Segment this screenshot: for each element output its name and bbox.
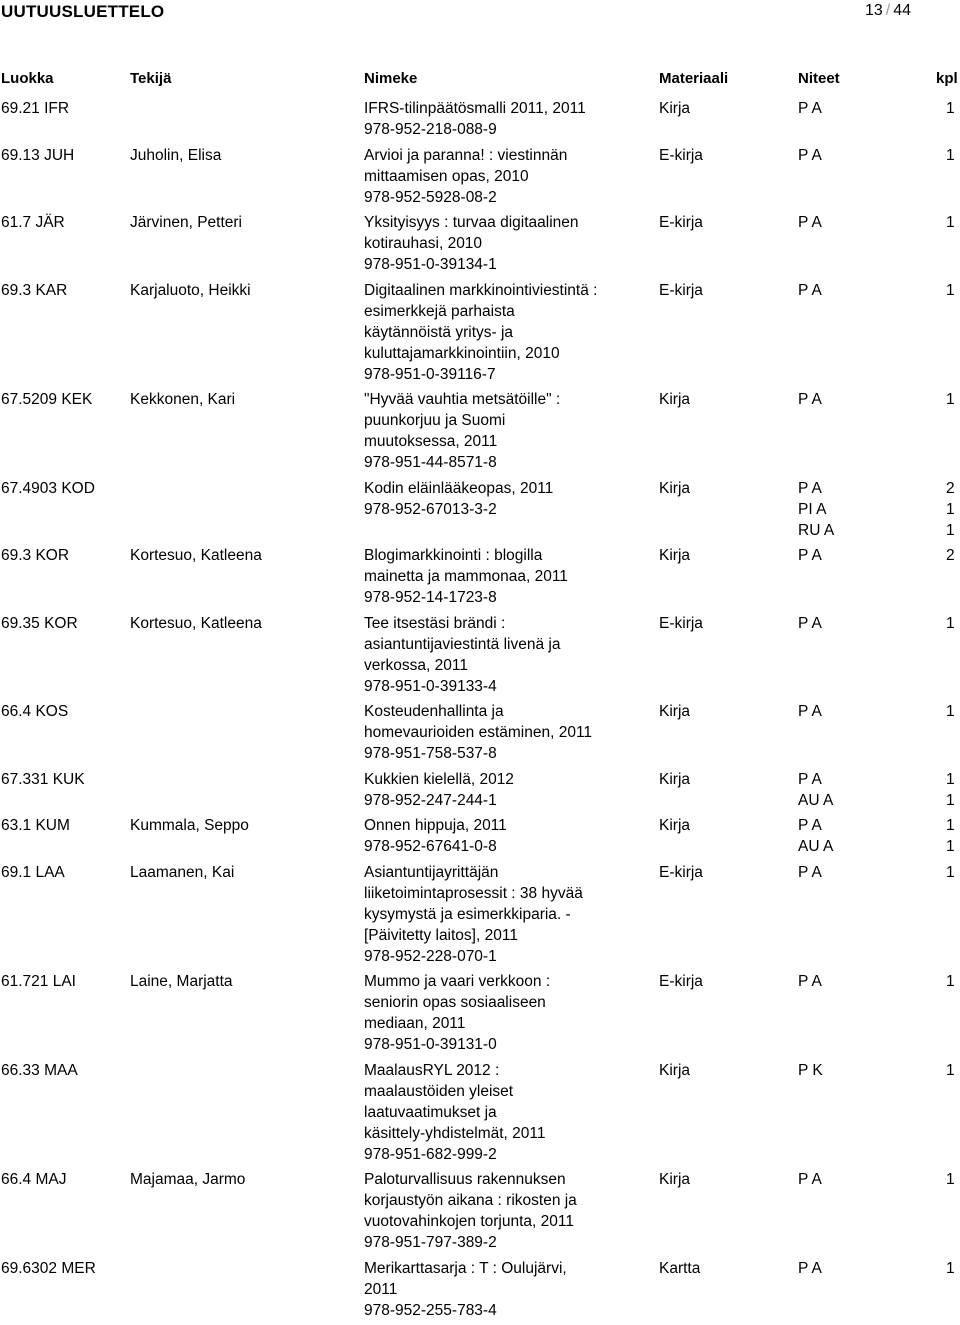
copies-count <box>946 280 955 301</box>
copies-count <box>946 769 955 811</box>
copies-count-line: 1 <box>946 769 955 790</box>
copies-count <box>946 212 955 233</box>
class-code: 66.4 KOS <box>1 701 68 722</box>
copies-location <box>798 280 822 301</box>
class-code: 69.6302 MER <box>1 1258 96 1279</box>
title-line: 978-952-255-783-4 <box>364 1300 567 1321</box>
title-line: Kosteudenhallinta ja <box>364 701 592 722</box>
material: E-kirja <box>659 280 703 301</box>
title <box>364 1060 546 1165</box>
total-pages: 44 <box>893 2 911 19</box>
copies-count <box>946 145 955 166</box>
title-line: 978-951-758-537-8 <box>364 743 592 764</box>
title-line: MaalausRYL 2012 : <box>364 1060 546 1081</box>
copies-location-line: P A <box>798 769 833 790</box>
author: Kummala, Seppo <box>130 815 249 836</box>
author: Kortesuo, Katleena <box>130 545 262 566</box>
title-line: muutoksessa, 2011 <box>364 431 560 452</box>
title <box>364 862 583 967</box>
class-code: 69.1 LAA <box>1 862 65 883</box>
catalog-row <box>0 478 960 546</box>
column-header-materiaali: Materiaali <box>659 70 728 87</box>
copies-location <box>798 389 822 410</box>
title-line: 978-952-14-1723-8 <box>364 587 568 608</box>
material: E-kirja <box>659 212 703 233</box>
title-line: Digitaalinen markkinointiviestintä : <box>364 280 597 301</box>
copies-location <box>798 478 834 541</box>
copies-location-line: AU A <box>798 836 833 857</box>
copies-location-line: AU A <box>798 790 833 811</box>
catalog-row <box>0 701 960 769</box>
copies-location-line: P A <box>798 971 822 992</box>
author: Laamanen, Kai <box>130 862 234 883</box>
author: Karjaluoto, Heikki <box>130 280 251 301</box>
title-line: käytännöistä yritys- ja <box>364 322 597 343</box>
title-line: asiantuntijaviestintä livenä ja <box>364 634 560 655</box>
copies-count-line: 1 <box>946 145 955 166</box>
copies-location <box>798 769 833 811</box>
title-line: vuotovahinkojen torjunta, 2011 <box>364 1211 577 1232</box>
copies-location-line: P A <box>798 98 822 119</box>
title-line: korjaustyön aikana : rikosten ja <box>364 1190 577 1211</box>
title <box>364 98 586 140</box>
title-line: [Päivitetty laitos], 2011 <box>364 925 583 946</box>
title-line: Merikarttasarja : T : Oulujärvi, <box>364 1258 567 1279</box>
material: Kirja <box>659 815 690 836</box>
copies-location <box>798 1169 822 1190</box>
copies-count-line: 1 <box>946 836 955 857</box>
title-line: homevaurioiden estäminen, 2011 <box>364 722 592 743</box>
material: Kirja <box>659 769 690 790</box>
class-code: 67.5209 KEK <box>1 389 92 410</box>
title-line: 978-952-247-244-1 <box>364 790 514 811</box>
title-line: esimerkkejä parhaista <box>364 301 597 322</box>
copies-location-line: P A <box>798 145 822 166</box>
copies-count-line: 2 <box>946 478 955 499</box>
title <box>364 1169 577 1253</box>
title-line: verkossa, 2011 <box>364 655 560 676</box>
copies-count <box>946 545 955 566</box>
title-line: Tee itsestäsi brändi : <box>364 613 560 634</box>
copies-count <box>946 613 955 634</box>
title-line: 978-951-0-39131-0 <box>364 1034 550 1055</box>
title-line: 978-951-682-999-2 <box>364 1144 546 1165</box>
catalog-row <box>0 280 960 390</box>
title <box>364 701 592 764</box>
catalog-row <box>0 769 960 816</box>
copies-count <box>946 862 955 883</box>
class-code: 67.4903 KOD <box>1 478 95 499</box>
title-line: mainetta ja mammonaa, 2011 <box>364 566 568 587</box>
copies-location <box>798 1060 823 1081</box>
catalog-row <box>0 389 960 478</box>
material: E-kirja <box>659 971 703 992</box>
copies-location-line: P A <box>798 701 822 722</box>
copies-count-line: 1 <box>946 1258 955 1279</box>
title-line: kotirauhasi, 2010 <box>364 233 579 254</box>
copies-count-line: 1 <box>946 98 955 119</box>
title-line: 2011 <box>364 1279 567 1300</box>
author: Kekkonen, Kari <box>130 389 235 410</box>
copies-location <box>798 1258 822 1279</box>
material: Kartta <box>659 1258 700 1279</box>
copies-count <box>946 478 955 541</box>
copies-location-line: P A <box>798 389 822 410</box>
title-line: laatuvaatimukset ja <box>364 1102 546 1123</box>
catalog-row <box>0 145 960 213</box>
title <box>364 212 579 275</box>
copies-location-line: P A <box>798 815 833 836</box>
catalog-row <box>0 815 960 862</box>
title <box>364 478 553 520</box>
class-code: 69.3 KAR <box>1 280 67 301</box>
copies-count-line: 1 <box>946 862 955 883</box>
column-header-kpl: kpl <box>936 70 958 87</box>
copies-location <box>798 701 822 722</box>
copies-count-line: 2 <box>946 545 955 566</box>
catalog-row <box>0 1258 960 1325</box>
material: Kirja <box>659 1060 690 1081</box>
material: Kirja <box>659 478 690 499</box>
title-line: Kodin eläinlääkeopas, 2011 <box>364 478 553 499</box>
title-line: Mummo ja vaari verkkoon : <box>364 971 550 992</box>
copies-count-line: 1 <box>946 499 955 520</box>
class-code: 69.21 IFR <box>1 98 69 119</box>
class-code: 61.721 LAI <box>1 971 76 992</box>
copies-location-line: P K <box>798 1060 823 1081</box>
copies-location-line: P A <box>798 478 834 499</box>
copies-count-line: 1 <box>946 613 955 634</box>
author: Järvinen, Petteri <box>130 212 242 233</box>
title-line: 978-952-67641-0-8 <box>364 836 507 857</box>
title-line: Onnen hippuja, 2011 <box>364 815 507 836</box>
title-line: 978-952-5928-08-2 <box>364 187 567 208</box>
catalog-row <box>0 98 960 145</box>
copies-location-line: P A <box>798 212 822 233</box>
title-line: käsittely-yhdistelmät, 2011 <box>364 1123 546 1144</box>
title-line: puunkorjuu ja Suomi <box>364 410 560 431</box>
title-line: maalaustöiden yleiset <box>364 1081 546 1102</box>
author: Juholin, Elisa <box>130 145 221 166</box>
copies-count-line: 1 <box>946 815 955 836</box>
copies-location-line: P A <box>798 1169 822 1190</box>
author: Majamaa, Jarmo <box>130 1169 245 1190</box>
copies-count <box>946 701 955 722</box>
copies-count-line: 1 <box>946 280 955 301</box>
title-line: 978-951-0-39133-4 <box>364 676 560 697</box>
copies-location <box>798 212 822 233</box>
title-line: Paloturvallisuus rakennuksen <box>364 1169 577 1190</box>
copies-count <box>946 389 955 410</box>
copies-count-line: 1 <box>946 212 955 233</box>
copies-location <box>798 815 833 857</box>
material: E-kirja <box>659 613 703 634</box>
title-line: "Hyvää vauhtia metsätöille" : <box>364 389 560 410</box>
class-code: 63.1 KUM <box>1 815 70 836</box>
material: E-kirja <box>659 145 703 166</box>
title-line: Arvioi ja paranna! : viestinnän <box>364 145 567 166</box>
material: Kirja <box>659 545 690 566</box>
title <box>364 545 568 608</box>
document-title: UUTUUSLUETTELO <box>1 2 164 22</box>
copies-location-line: PI A <box>798 499 834 520</box>
class-code: 69.35 KOR <box>1 613 78 634</box>
column-header-nimeke: Nimeke <box>364 70 417 87</box>
copies-count-line: 1 <box>946 701 955 722</box>
title-line: 978-951-797-389-2 <box>364 1232 577 1253</box>
material: Kirja <box>659 98 690 119</box>
catalog-row <box>0 862 960 972</box>
catalog-row <box>0 971 960 1060</box>
catalog-row <box>0 212 960 280</box>
title-line: mediaan, 2011 <box>364 1013 550 1034</box>
material: Kirja <box>659 701 690 722</box>
copies-count <box>946 1258 955 1279</box>
copies-count <box>946 1169 955 1190</box>
copies-location-line: P A <box>798 1258 822 1279</box>
copies-count <box>946 1060 955 1081</box>
current-page: 13 <box>865 2 883 19</box>
catalog-row <box>0 545 960 613</box>
class-code: 69.3 KOR <box>1 545 69 566</box>
catalog-row <box>0 1060 960 1170</box>
author: Kortesuo, Katleena <box>130 613 262 634</box>
title-line: Yksityisyys : turvaa digitaalinen <box>364 212 579 233</box>
title <box>364 280 597 385</box>
copies-location-line: P A <box>798 613 822 634</box>
catalog-list <box>0 98 960 1325</box>
page-indicator <box>865 2 911 20</box>
class-code: 69.13 JUH <box>1 145 74 166</box>
author: Laine, Marjatta <box>130 971 233 992</box>
catalog-row <box>0 1169 960 1258</box>
title-line: Kukkien kielellä, 2012 <box>364 769 514 790</box>
title-line: mittaamisen opas, 2010 <box>364 166 567 187</box>
copies-location <box>798 98 822 119</box>
column-header-niteet: Niteet <box>798 70 840 87</box>
column-header-luokka: Luokka <box>1 70 54 87</box>
title-line: kuluttajamarkkinointiin, 2010 <box>364 343 597 364</box>
title-line: IFRS-tilinpäätösmalli 2011, 2011 <box>364 98 586 119</box>
title <box>364 145 567 208</box>
title-line: 978-951-0-39116-7 <box>364 364 597 385</box>
title <box>364 613 560 697</box>
catalog-row <box>0 613 960 702</box>
page-separator: / <box>886 2 890 19</box>
title <box>364 815 507 857</box>
class-code: 61.7 JÄR <box>1 212 65 233</box>
title-line: liiketoimintaprosessit : 38 hyvää <box>364 883 583 904</box>
title-line: 978-952-218-088-9 <box>364 119 586 140</box>
title-line: 978-952-228-070-1 <box>364 946 583 967</box>
title-line: 978-952-67013-3-2 <box>364 499 553 520</box>
copies-count-line: 1 <box>946 389 955 410</box>
title-line: kysymystä ja esimerkkiparia. - <box>364 904 583 925</box>
copies-location-line: RU A <box>798 520 834 541</box>
copies-location <box>798 862 822 883</box>
copies-location-line: P A <box>798 862 822 883</box>
copies-count-line: 1 <box>946 1060 955 1081</box>
copies-location-line: P A <box>798 280 822 301</box>
title-line: Asiantuntijayrittäjän <box>364 862 583 883</box>
copies-count <box>946 98 955 119</box>
class-code: 66.33 MAA <box>1 1060 78 1081</box>
page-header <box>0 0 960 30</box>
copies-location <box>798 145 822 166</box>
title <box>364 971 550 1055</box>
material: Kirja <box>659 389 690 410</box>
copies-count-line: 1 <box>946 520 955 541</box>
material: E-kirja <box>659 862 703 883</box>
copies-count <box>946 971 955 992</box>
class-code: 66.4 MAJ <box>1 1169 66 1190</box>
title <box>364 1258 567 1321</box>
copies-location <box>798 545 822 566</box>
material: Kirja <box>659 1169 690 1190</box>
copies-count <box>946 815 955 857</box>
title <box>364 769 514 811</box>
title-line: 978-951-44-8571-8 <box>364 452 560 473</box>
class-code: 67.331 KUK <box>1 769 85 790</box>
copies-location <box>798 613 822 634</box>
copies-count-line: 1 <box>946 971 955 992</box>
copies-count-line: 1 <box>946 790 955 811</box>
title-line: Blogimarkkinointi : blogilla <box>364 545 568 566</box>
title <box>364 389 560 473</box>
title-line: seniorin opas sosiaaliseen <box>364 992 550 1013</box>
title-line: 978-951-0-39134-1 <box>364 254 579 275</box>
copies-location <box>798 971 822 992</box>
column-header-tekija: Tekijä <box>130 70 171 87</box>
copies-location-line: P A <box>798 545 822 566</box>
copies-count-line: 1 <box>946 1169 955 1190</box>
